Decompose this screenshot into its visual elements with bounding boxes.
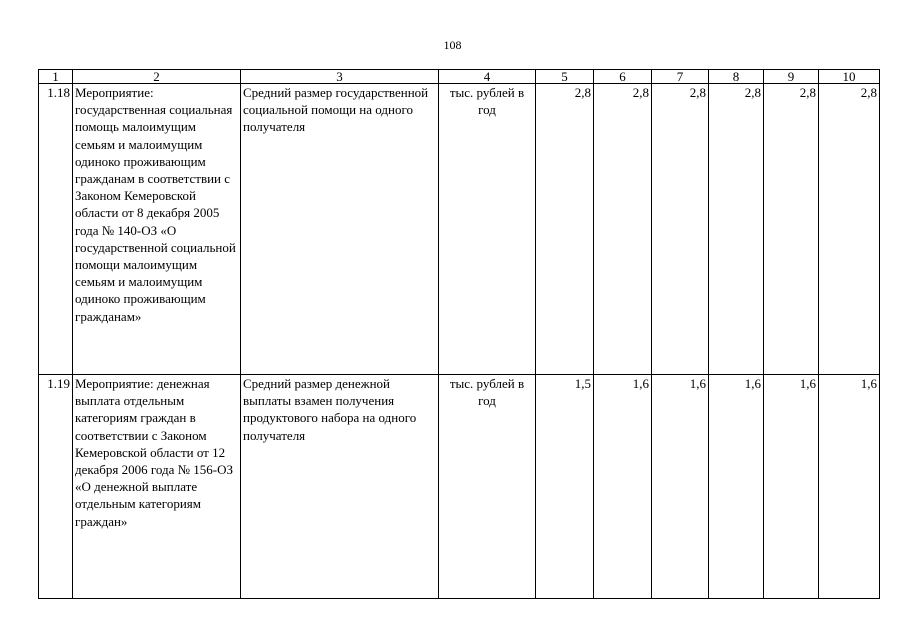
value-cell: 2,8 <box>709 84 764 375</box>
value-cell: 2,8 <box>536 84 594 375</box>
row-number: 1.18 <box>39 84 73 375</box>
header-cell: 2 <box>73 70 241 84</box>
value-cell: 1,6 <box>819 375 880 599</box>
header-cell: 4 <box>439 70 536 84</box>
value-cell: 1,6 <box>652 375 709 599</box>
value-cell: 1,6 <box>709 375 764 599</box>
value-cell: 2,8 <box>594 84 652 375</box>
table-row <box>39 375 880 599</box>
value-cell: 1,6 <box>594 375 652 599</box>
header-cell: 1 <box>39 70 73 84</box>
header-cell: 5 <box>536 70 594 84</box>
header-cell: 3 <box>241 70 439 84</box>
measure-cell: Мероприятие: государственная социальная помощь малоимущим семьям и малоимущим одиноко проживающим гражданам в соответствии с Законом Кемеровской области от 8 декабря 2005 года № 140-ОЗ «О государственной социальной помощи малоимущим семьям и малоимущим одиноко проживающим гражданам» <box>73 84 241 375</box>
header-cell: 10 <box>819 70 880 84</box>
value-cell: 2,8 <box>652 84 709 375</box>
header-cell: 8 <box>709 70 764 84</box>
indicators-table <box>38 69 880 599</box>
table-header-row <box>39 70 880 84</box>
row-number: 1.19 <box>39 375 73 599</box>
indicator-cell: Средний размер государственной социальной помощи на одного получателя <box>241 84 439 375</box>
table-row <box>39 84 880 375</box>
value-cell: 2,8 <box>819 84 880 375</box>
unit-cell: тыс. рублей в год <box>439 375 536 599</box>
page-number: 108 <box>443 38 462 52</box>
measure-cell: Мероприятие: денежная выплата отдельным категориям граждан в соответствии с Законом Кемеровской области от 12 декабря 2006 года № 156-ОЗ «О денежной выплате отдельным категориям граждан» <box>73 375 241 599</box>
value-cell: 1,5 <box>536 375 594 599</box>
value-cell: 1,6 <box>764 375 819 599</box>
indicator-cell: Средний размер денежной выплаты взамен получения продуктового набора на одного получателя <box>241 375 439 599</box>
header-cell: 7 <box>652 70 709 84</box>
header-cell: 6 <box>594 70 652 84</box>
header-cell: 9 <box>764 70 819 84</box>
unit-cell: тыс. рублей в год <box>439 84 536 375</box>
value-cell: 2,8 <box>764 84 819 375</box>
